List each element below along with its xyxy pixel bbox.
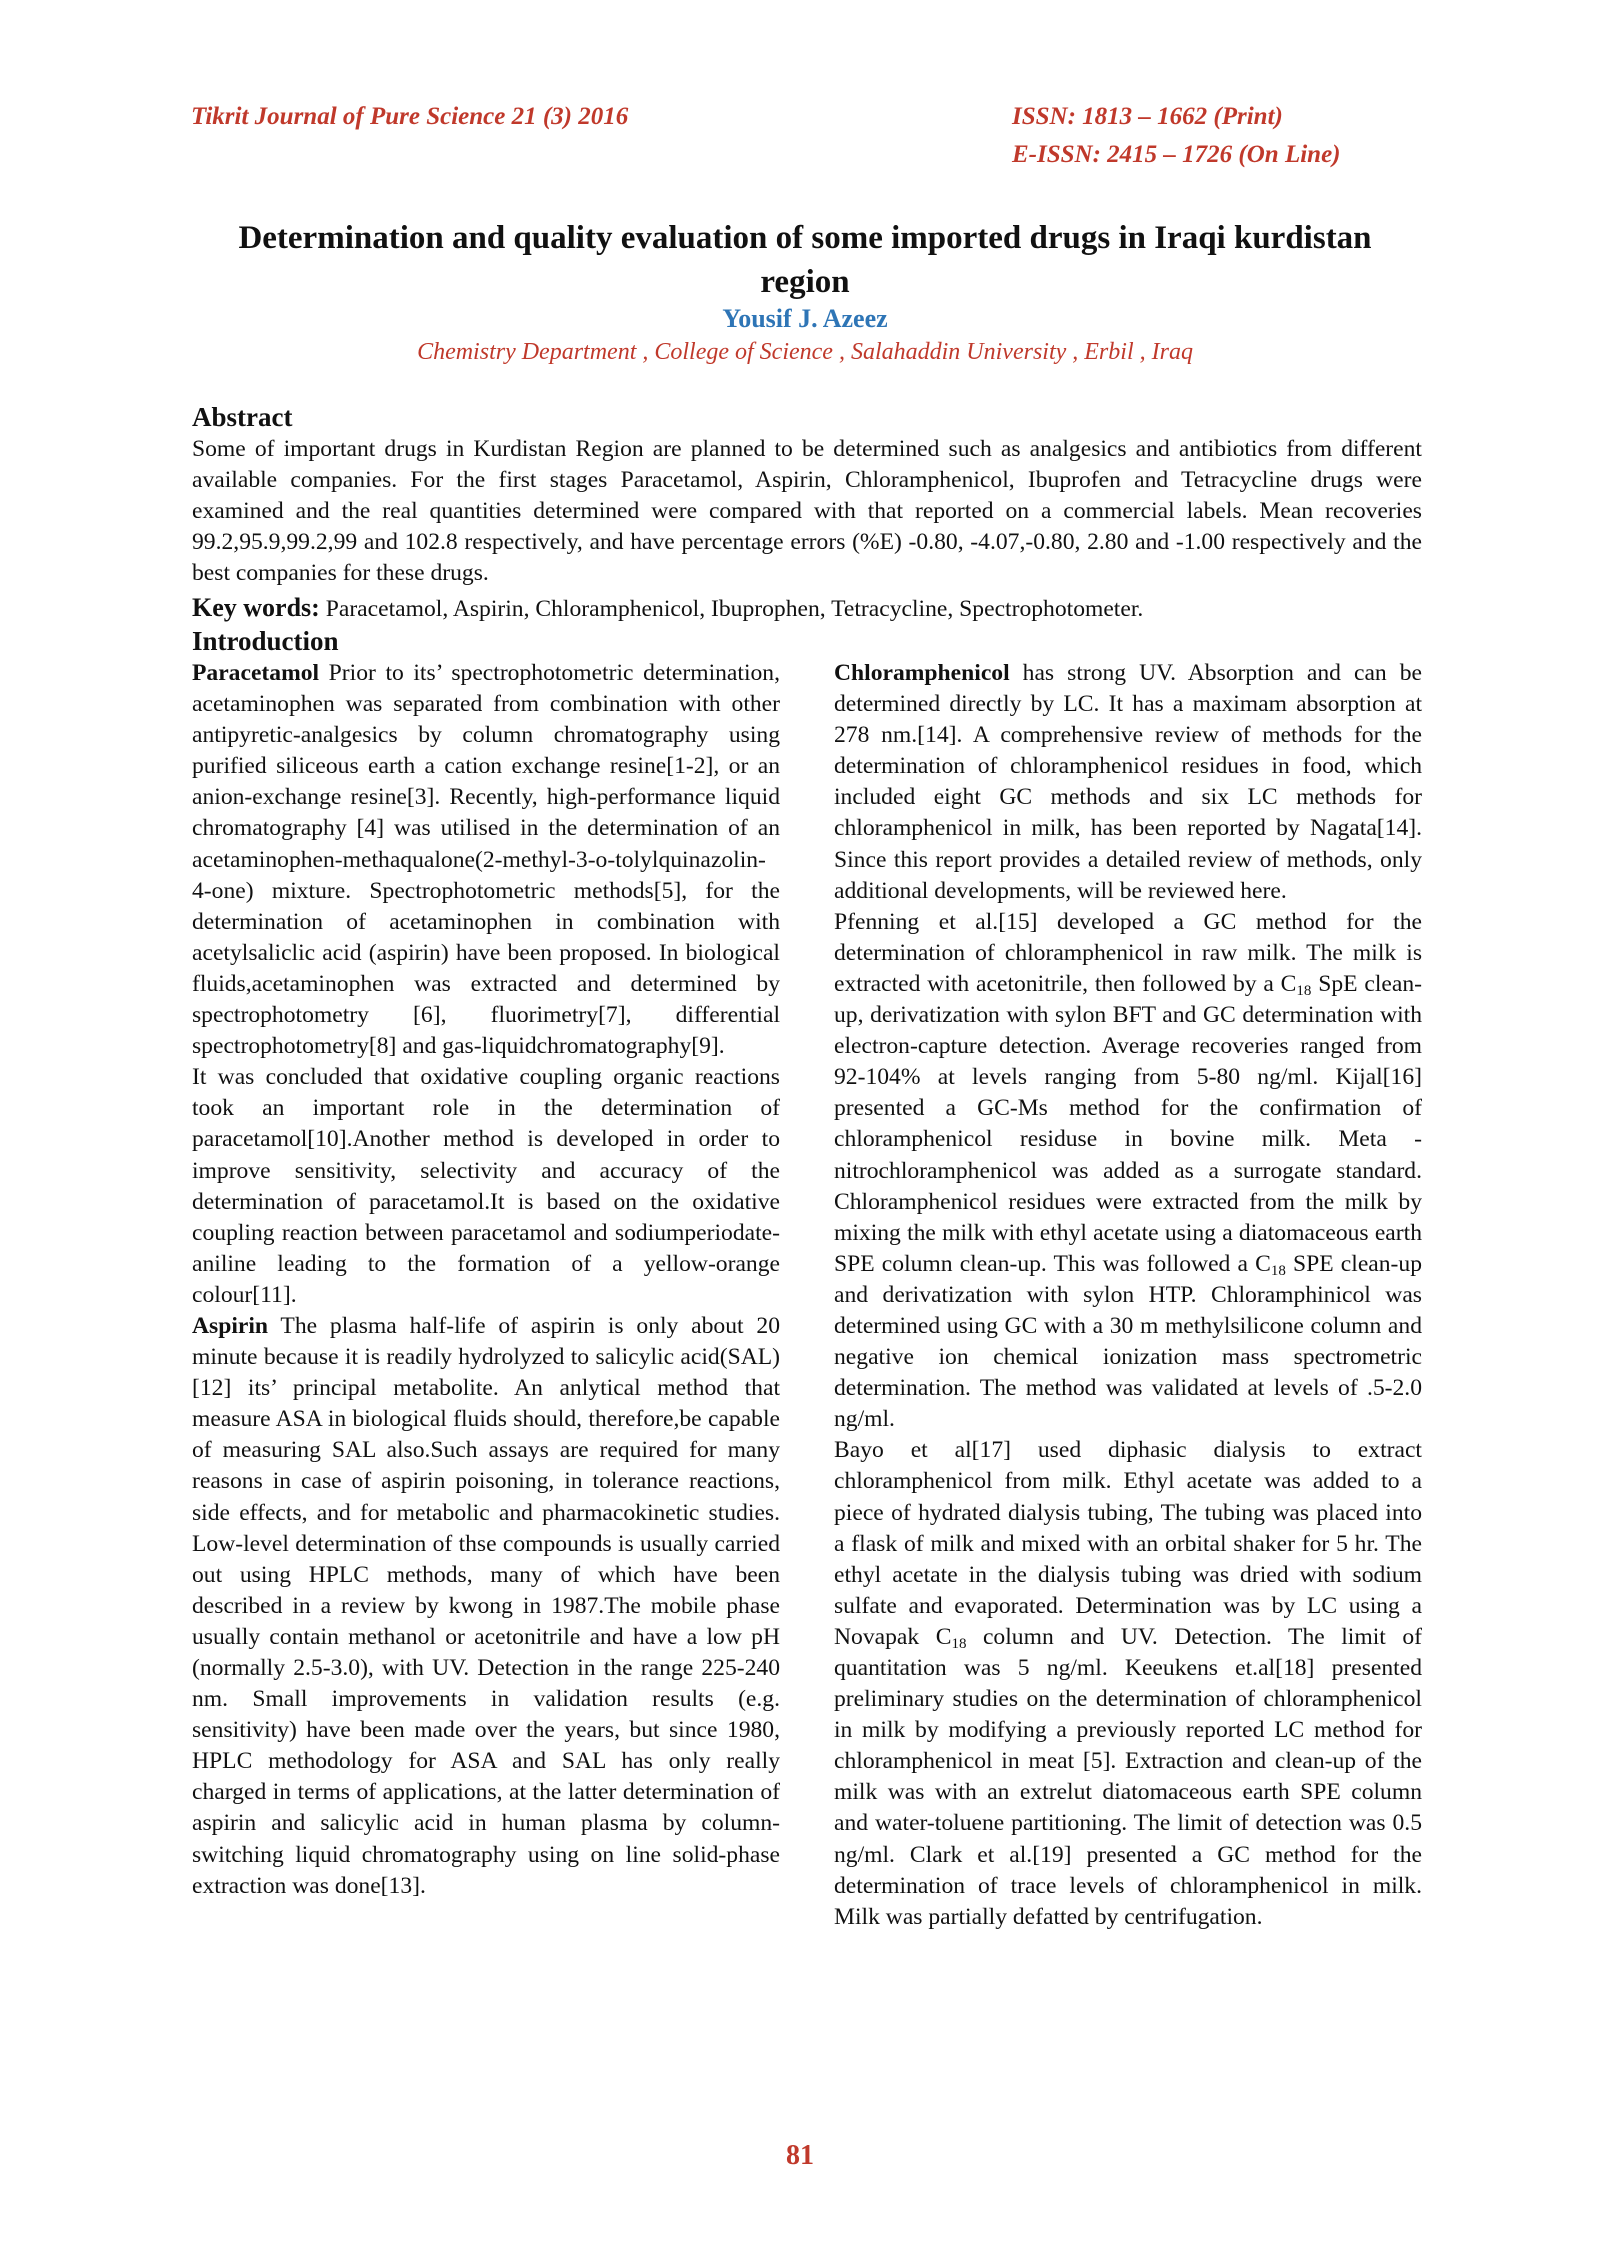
c18-subscript: 18 <box>1270 1262 1286 1279</box>
c18-subscript: 18 <box>1296 982 1312 999</box>
c18-subscript: 18 <box>951 1635 967 1652</box>
issn-print: ISSN: 1813 – 1662 (Print) <box>1012 103 1283 130</box>
journal-header: Tikrit Journal of Pure Science 21 (3) 2016 <box>191 103 629 130</box>
pfenning-text-c: SPE clean-up and derivatization with sylon HTP. Chloramphinicol was determined using GC with a 30 m methylsilicone column and negative ion chemical ionization mass spectrometric determination. The method was validated at levels of .5-2.0 ng/ml. <box>834 1250 1423 1433</box>
issn-block <box>1012 98 1341 174</box>
bayo-text-a: Bayo et al[17] used diphasic dialysis to extract chloramphenicol from milk. Ethyl acetate was added to a piece of hydrated dialysis tubing, The tubing was placed into a flask of milk and mixed with an orbital shaker for 5 hr. The ethyl acetate in the dialysis tubing was dried with sodium sulfate and evaporated. Determination was by LC using a Novapak C <box>834 1437 1422 1650</box>
chloramphenicol-text: has strong UV. Absorption and can be determined directly by LC. It has a maximam absorption at 278 nm.[14]. A comprehensive review of methods for the determination of chloramphenicol residues in food, which included eight GC methods and six LC methods for chloramphenicol in milk, has been reported by Nagata[14]. Since this report provides a detailed review of methods, only additional developments, will be reviewed here. <box>834 660 1422 904</box>
keywords <box>192 592 1422 625</box>
keywords-text: Paracetamol, Aspirin, Chloramphenicol, Ibuprophen, Tetracycline, Spectrophotometer. <box>319 596 1144 622</box>
pfenning-text-b: SpE clean-up, derivatization with sylon BFT and GC determination with electron-capture detection. Average recoveries ranged from 92-104% at levels ranging from 5-80 ng/ml. Kijal[16] presented a GC-Ms method for the confirmation of chloramphenicol residuse in bovine milk. Meta - nitrochloramphenicol was added as a surrogate standard. Chloramphenicol residues were extracted from the milk by mixing the milk with ethyl acetate using a diatomaceous earth SPE column clean-up. This was followed a C <box>834 970 1422 1277</box>
aspirin-paragraph <box>192 1311 780 1902</box>
paper-title: Determination and quality evaluation of some imported drugs in Iraqi kurdistan region <box>238 220 1372 300</box>
abstract-text: Some of important drugs in Kurdistan Region are planned to be determined such as analgesics and antibiotics from different available companies. For the first stages Paracetamol, Aspirin, Chloramphenicol, Ibuprofen and Tetracycline drugs were examined and the real quantities determined were compared with that reported on a commercial labels. Mean recoveries 99.2,95.9,99.2,99 and 102.8 respectively, and have percentage errors (%E) -0.80, -4.07,-0.80, 2.80 and -1.00 respectively and the best companies for these drugs. <box>192 436 1422 586</box>
page-number: 81 <box>786 2140 814 2171</box>
right-column <box>834 658 1422 1933</box>
aspirin-label: Aspirin <box>192 1312 269 1339</box>
left-column <box>192 658 780 1902</box>
paracetamol-paragraph-2: It was concluded that oxidative coupling organic reactions took an important role in the determination of paracetamol[10].Another method is developed in order to improve sensitivity, selectivity and accuracy of the determination of paracetamol.It is based on the oxidative coupling reaction between paracetamol and sodiumperiodate-aniline leading to the formation of a yellow-orange colour[11]. <box>192 1064 780 1308</box>
paracetamol-label: Paracetamol <box>192 660 320 686</box>
pfenning-paragraph <box>834 907 1422 1436</box>
bayo-text-b: column and UV. Detection. The limit of quantitation was 5 ng/ml. Keeukens et.al[18] presented preliminary studies on the determination of chloramphenicol in milk by modifying a previously reported LC method for chloramphenicol in meat [5]. Extraction and clean-up of the milk was with an extrelut diatomaceous earth SPE column and water-toluene partitioning. The limit of detection was 0.5 ng/ml. Clark et al.[19] presented a GC method for the determination of trace levels of chloramphenicol in milk. Milk was partially defatted by centrifugation. <box>834 1623 1422 1930</box>
chloramphenicol-paragraph <box>834 658 1422 907</box>
introduction-heading: Introduction <box>192 626 339 656</box>
paracetamol-paragraph <box>192 658 780 1062</box>
paracetamol-text: Prior to its’ spectrophotometric determination, acetaminophen was separated from combination with other antipyretic-analgesics by column chromatography using purified siliceous earth a cation exchange resine[1-2], or an anion-exchange resine[3]. Recently, high-performance liquid chromatography [4] was utilised in the determination of an acetaminophen-methaqualone(2-methyl-3-o-tolylquinazolin-4-one) mixture. Spectrophotometric methods[5], for the determination of acetaminophen in combination with acetylsaliclic acid (aspirin) have been proposed. In biological fluids,acetaminophen was extracted and determined by spectrophotometry [6], fluorimetry[7], differential spectrophotometry[8] and gas-liquidchromatography[9]. <box>192 660 780 1060</box>
aspirin-text: The plasma half-life of aspirin is only about 20 minute because it is readily hydrolyzed to salicylic acid(SAL)[12] its’ principal metabolite. An anlytical method that measure ASA in biological fluids should, therefore,be capable of measuring SAL also.Such assays are required for many reasons in case of aspirin poisoning, in tolerance reactions, side effects, and for metabolic and pharmacokinetic studies. Low-level determination of thse compounds is usually carried out using HPLC methods, many of which have been described in a review by kwong in 1987.The mobile phase usually contain methanol or acetonitrile and have a low pH (normally 2.5-3.0), with UV. Detection in the range 225-240 nm. Small improvements in validation results (e.g. sensitivity) have been made over the years, but since 1980, HPLC methodology for ASA and SAL has only really charged in terms of applications, at the latter determination of aspirin and salicylic acid in human plasma by column-switching liquid chromatography using on line solid-phase extraction was done[13]. <box>192 1312 780 1899</box>
author-affiliation: Chemistry Department , College of Science , Salahaddin University , Erbil , Iraq <box>417 339 1193 365</box>
chloramphenicol-label: Chloramphenicol <box>834 660 1010 686</box>
abstract-heading: Abstract <box>192 402 293 432</box>
bayo-paragraph <box>834 1435 1422 1933</box>
issn-online: E-ISSN: 2415 – 1726 (On Line) <box>1012 141 1341 168</box>
author-name: Yousif J. Azeez <box>722 304 888 333</box>
keywords-label: Key words: <box>192 593 320 622</box>
pfenning-text-a: Pfenning et al.[15] developed a GC method for the determination of chloramphenicol in raw milk. The milk is extracted with acetonitrile, then followed by a C <box>834 908 1422 997</box>
